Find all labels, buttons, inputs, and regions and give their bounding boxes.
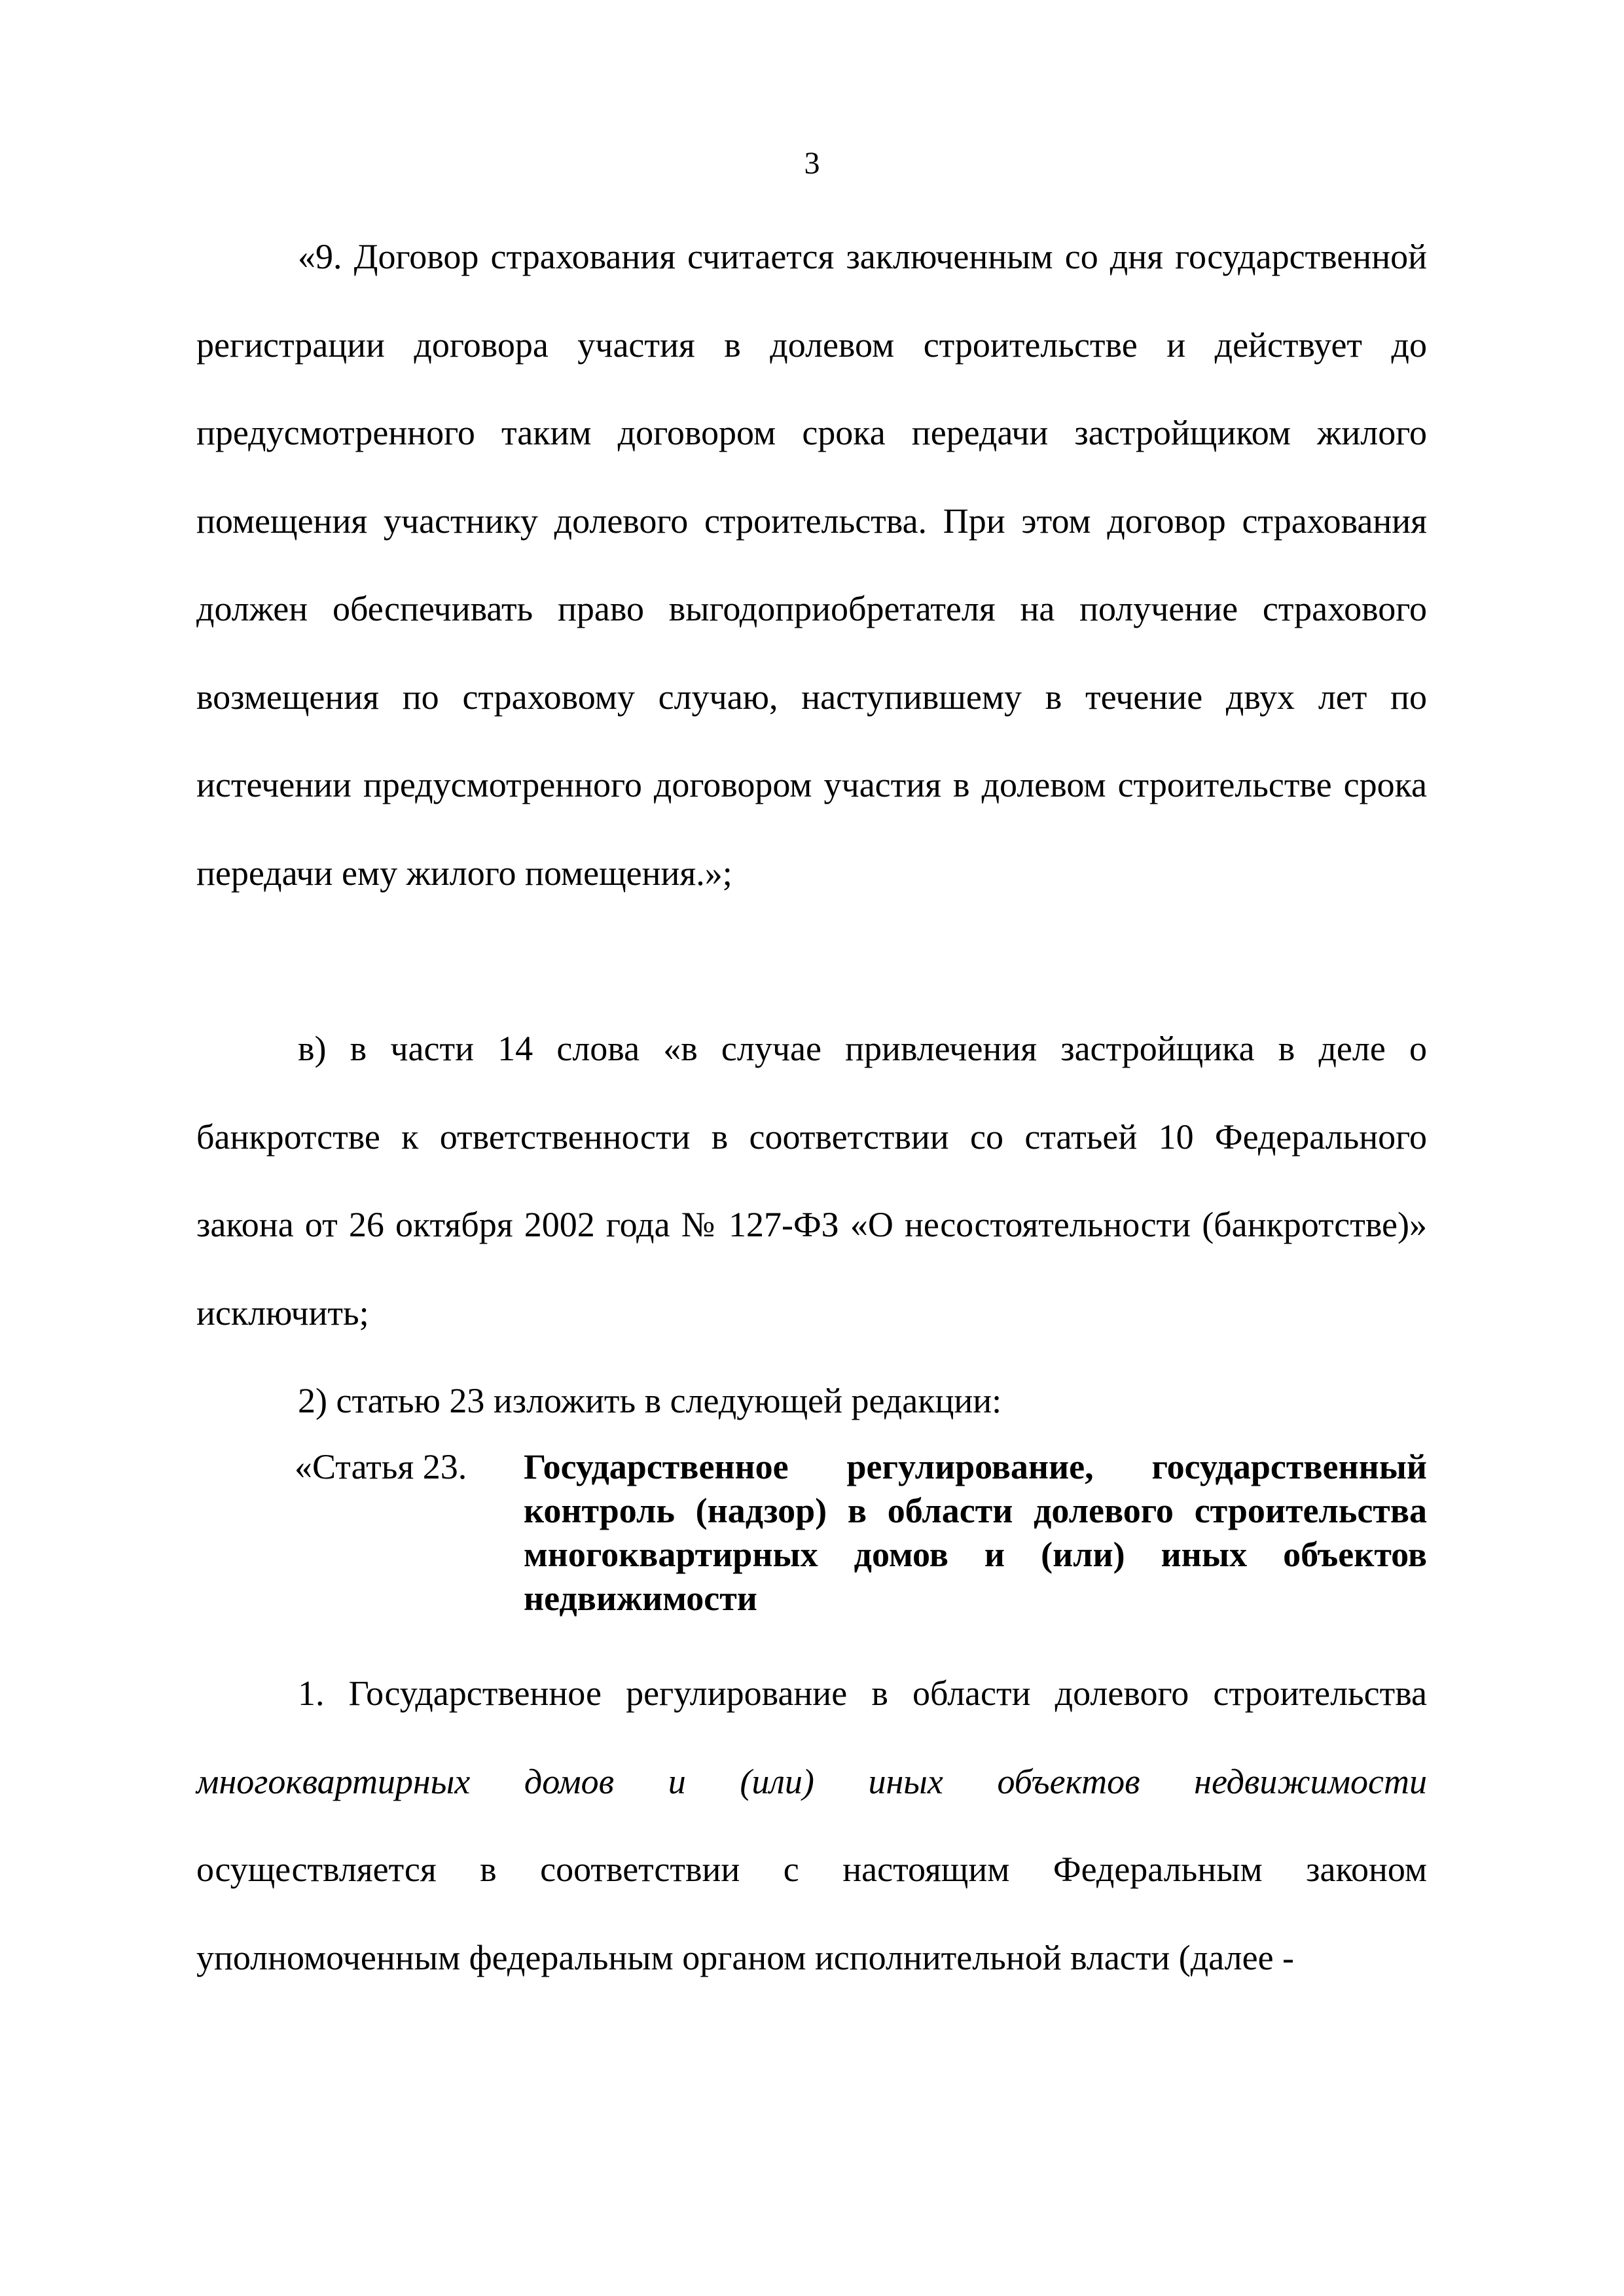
paragraph-text: в) в части 14 слова «в случае привлечения застройщика в деле о банкротстве к ответственности в соответствии со статьей 10 Федерального закона от 26 октября 2002 года № 127-ФЗ «О несостоятельности (банкротстве)» исключить; bbox=[196, 1029, 1427, 1333]
paragraph-italic-line: многоквартирных домов и (или) иных объектов недвижимости bbox=[196, 1761, 1427, 1801]
paragraph-article-23-intro bbox=[196, 1357, 1427, 1445]
paragraph-text: «9. Договор страхования считается заключенным со дня государственной регистрации договора участия в долевом строительстве и действует до предусмотренного таким договором срока передачи застройщиком жилого помещения участнику долевого строительства. При этом договор страхования должен обеспечивать право выгодоприобретателя на получение страхового возмещения по страховому случаю, наступившему в течение двух лет по истечении предусмотренного договором участия в долевом строительстве срока передачи ему жилого помещения.»; bbox=[196, 237, 1427, 893]
paragraph-text: осуществляется в соответствии с настоящим Федеральным законом уполномоченным федеральным органом исполнительной власти (далее - bbox=[196, 1850, 1427, 1977]
paragraph-text: 2) статью 23 изложить в следующей редакции: bbox=[298, 1381, 1002, 1420]
paragraph-first-line: 1. Государственное регулирование в области долевого строительства bbox=[298, 1674, 1427, 1713]
paragraph-part-14 bbox=[196, 1005, 1427, 1357]
article-label: «Статья 23. bbox=[295, 1447, 467, 1486]
paragraph-state-regulation bbox=[196, 1649, 1427, 2001]
paragraph-insurance-contract bbox=[196, 213, 1427, 917]
page-number: 3 bbox=[804, 146, 820, 181]
article-title: Государственное регулирование, государственный контроль (надзор) в области долевого строительства многоквартирных домов и (или) иных объектов недвижимости bbox=[524, 1447, 1427, 1618]
